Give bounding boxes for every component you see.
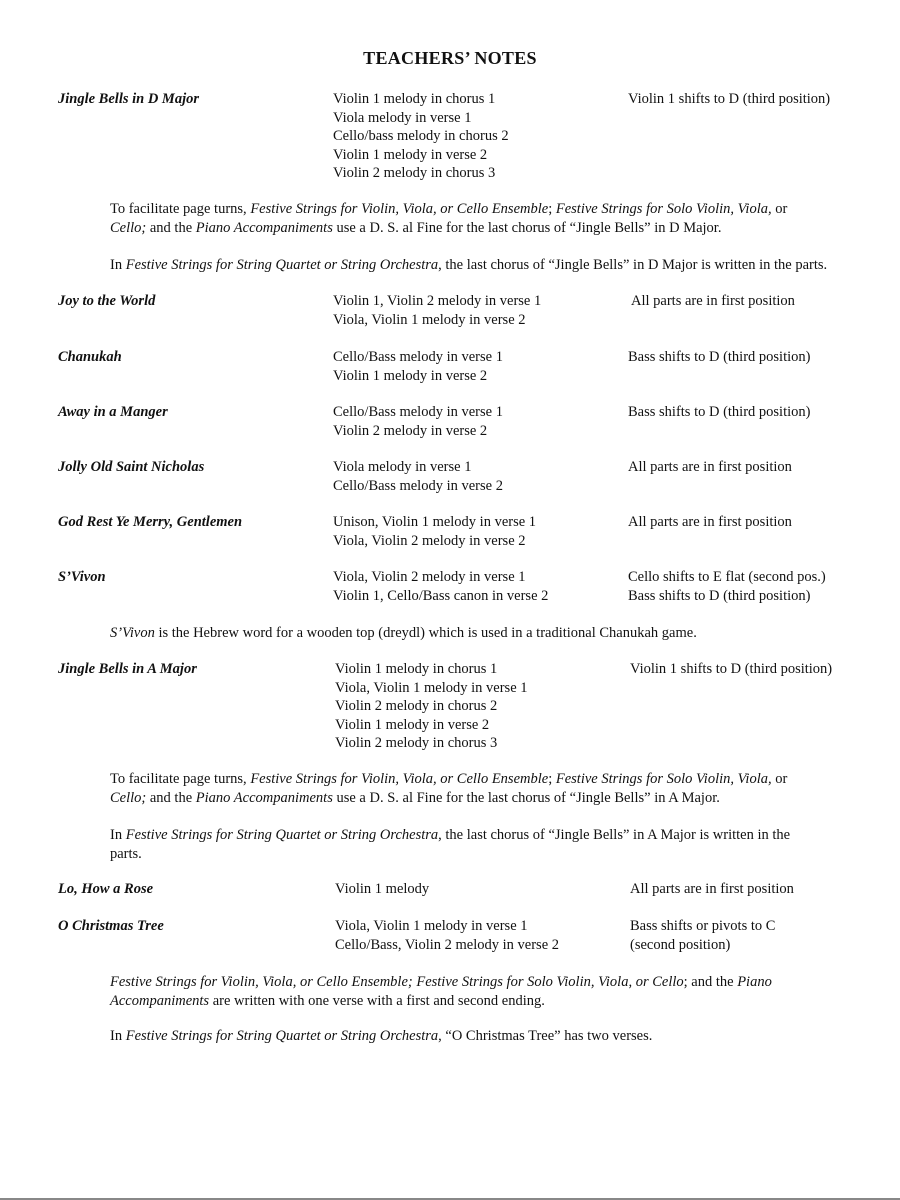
note-text: , “O Christmas Tree” has two verses.: [438, 1028, 653, 1044]
book-title: Festive Strings for Violin, Viola, or Cello Ensemble;: [110, 974, 413, 990]
note-text: ;: [548, 771, 556, 787]
book-title: Cello;: [110, 789, 147, 806]
note-a-major-page-turns: [110, 770, 855, 807]
position-line: All parts are in first position: [630, 881, 794, 897]
note-text: or: [771, 201, 788, 217]
part-line: Cello/Bass, Violin 2 melody in verse 2: [335, 936, 559, 953]
parts-list: [335, 660, 528, 753]
note-line: parts.: [110, 845, 142, 862]
part-line: Violin 1, Cello/Bass canon in verse 2: [333, 587, 549, 604]
note-text: In: [110, 257, 126, 273]
note-line: [110, 219, 855, 238]
parts-list: [335, 917, 559, 954]
part-line: Cello/Bass melody in verse 1: [333, 349, 503, 365]
part-line: Viola, Violin 2 melody in verse 2: [333, 532, 526, 549]
position-line: Bass shifts to D (third position): [628, 404, 811, 420]
song-title: O Christmas Tree: [58, 918, 164, 934]
book-title: Piano Accompaniments: [195, 219, 333, 236]
note-line: [110, 973, 855, 992]
note-line: [110, 992, 855, 1011]
note-text: , the last chorus of “Jingle Bells” in D Major is written in the parts.: [438, 257, 828, 273]
part-line: Violin 2 melody in chorus 3: [333, 165, 496, 181]
part-line: Viola, Violin 2 melody in verse 1: [333, 569, 526, 585]
parts-list: [333, 90, 509, 183]
position-line: Bass shifts or pivots to C: [630, 918, 776, 934]
part-line: Cello/Bass melody in verse 2: [333, 477, 503, 494]
book-title: Festive Strings for Solo Violin, Viola,: [555, 771, 772, 787]
position-line: Bass shifts to D (third position): [628, 587, 811, 604]
part-line: Cello/bass melody in chorus 2: [333, 128, 509, 144]
note-line: [110, 826, 855, 845]
song-title: Jingle Bells in A Major: [58, 661, 197, 677]
book-title: Festive Strings for Solo Violin, Viola, or Cello: [416, 974, 684, 990]
position-line: All parts are in first position: [628, 459, 792, 475]
part-line: Violin 1 melody in verse 2: [333, 146, 488, 163]
parts-list: [333, 348, 503, 385]
note-line: [110, 200, 855, 219]
position-line: All parts are in first position: [631, 293, 795, 309]
note-line: [110, 789, 855, 808]
note-text: are written with one verse with a first and second ending.: [209, 992, 545, 1009]
parts-list: [333, 568, 548, 605]
note-text: , the last chorus of “Jingle Bells” in A Major is written in the: [438, 827, 791, 843]
page-title: TEACHERS’ NOTES: [363, 48, 537, 68]
note-line: [110, 624, 855, 643]
position-notes: [628, 568, 826, 605]
note-text: is the Hebrew word for a wooden top (dreydl) which is used in a traditional Chanukah game.: [154, 625, 697, 641]
note-christmas-tree-versions: [110, 973, 855, 1010]
position-notes: [628, 458, 792, 477]
note-d-major-page-turns: [110, 200, 855, 237]
note-text: ;: [548, 201, 556, 217]
position-notes: [630, 880, 794, 899]
note-svivon: [110, 624, 855, 643]
parts-list: [333, 292, 541, 329]
note-text: In: [110, 1028, 126, 1044]
book-title: Piano: [737, 974, 772, 990]
book-title: Festive Strings for Solo Violin, Viola,: [555, 201, 772, 217]
note-text: use a D. S. al Fine for the last chorus of “Jingle Bells” in A Major.: [332, 789, 720, 806]
part-line: Violin 1 melody in verse 2: [333, 367, 488, 384]
note-line: [110, 1027, 855, 1046]
parts-list: [333, 513, 536, 550]
song-title: Lo, How a Rose: [58, 881, 154, 897]
note-text: or: [771, 771, 788, 787]
position-notes: [628, 348, 810, 367]
position-line: (second position): [630, 936, 731, 953]
song-title: Jolly Old Saint Nicholas: [58, 459, 205, 475]
part-line: Viola, Violin 1 melody in verse 2: [333, 311, 526, 328]
part-line: Violin 1 melody in chorus 1: [335, 661, 498, 677]
song-title: Chanukah: [58, 349, 122, 365]
part-line: Violin 1 melody in verse 2: [335, 716, 490, 733]
parts-list: [335, 880, 429, 899]
position-notes: [628, 513, 792, 532]
book-title: Cello;: [110, 219, 147, 236]
note-d-major-quartet: [110, 256, 855, 275]
parts-list: [333, 458, 503, 495]
book-title: Accompaniments: [110, 992, 210, 1009]
book-title: Festive Strings for String Quartet or String Orchestra: [125, 257, 439, 273]
position-line: All parts are in first position: [628, 514, 792, 530]
note-text: In: [110, 827, 126, 843]
part-line: Cello/Bass melody in verse 1: [333, 404, 503, 420]
position-notes: [631, 292, 795, 311]
song-reference: S’Vivon: [110, 625, 155, 641]
parts-list: [333, 403, 503, 440]
part-line: Violin 1 melody: [335, 881, 430, 897]
song-title: Jingle Bells in D Major: [58, 91, 199, 107]
part-line: Violin 1, Violin 2 melody in verse 1: [333, 293, 542, 309]
position-notes: [628, 90, 830, 109]
note-christmas-tree-quartet: [110, 1027, 855, 1046]
part-line: Viola, Violin 1 melody in verse 1: [335, 679, 528, 696]
part-line: Violin 2 melody in chorus 2: [335, 698, 498, 714]
song-title: Joy to the World: [58, 293, 156, 309]
part-line: Violin 2 melody in verse 2: [333, 422, 488, 439]
note-text: To facilitate page turns,: [110, 201, 251, 217]
part-line: Viola melody in verse 1: [333, 459, 472, 475]
note-text: use a D. S. al Fine for the last chorus of “Jingle Bells” in D Major.: [332, 219, 722, 236]
part-line: Violin 2 melody in chorus 3: [335, 735, 498, 751]
part-line: Unison, Violin 1 melody in verse 1: [333, 514, 537, 530]
note-text: ; and the: [683, 974, 738, 990]
position-notes: [628, 403, 810, 422]
book-title: Festive Strings for Violin, Viola, or Cello Ensemble: [250, 201, 549, 217]
position-notes: [630, 660, 832, 679]
note-line: [110, 256, 855, 275]
note-text: and the: [146, 789, 196, 806]
note-text: and the: [146, 219, 196, 236]
note-a-major-quartet: [110, 826, 855, 863]
note-text: To facilitate page turns,: [110, 771, 251, 787]
position-line: Violin 1 shifts to D (third position): [630, 661, 833, 677]
book-title: Festive Strings for String Quartet or String Orchestra: [125, 1028, 439, 1044]
book-title: Piano Accompaniments: [195, 789, 333, 806]
position-line: Violin 1 shifts to D (third position): [628, 91, 831, 107]
note-line: [110, 770, 855, 789]
book-title: Festive Strings for String Quartet or String Orchestra: [125, 827, 439, 843]
song-title: God Rest Ye Merry, Gentlemen: [58, 514, 243, 530]
position-notes: [630, 917, 775, 954]
part-line: Violin 1 melody in chorus 1: [333, 91, 496, 107]
position-line: Bass shifts to D (third position): [628, 349, 811, 365]
song-title: Away in a Manger: [58, 404, 168, 420]
part-line: Viola melody in verse 1: [333, 109, 472, 126]
song-title: S’Vivon: [58, 569, 106, 585]
position-line: Cello shifts to E flat (second pos.): [628, 569, 826, 585]
book-title: Festive Strings for Violin, Viola, or Cello Ensemble: [250, 771, 549, 787]
part-line: Viola, Violin 1 melody in verse 1: [335, 918, 528, 934]
